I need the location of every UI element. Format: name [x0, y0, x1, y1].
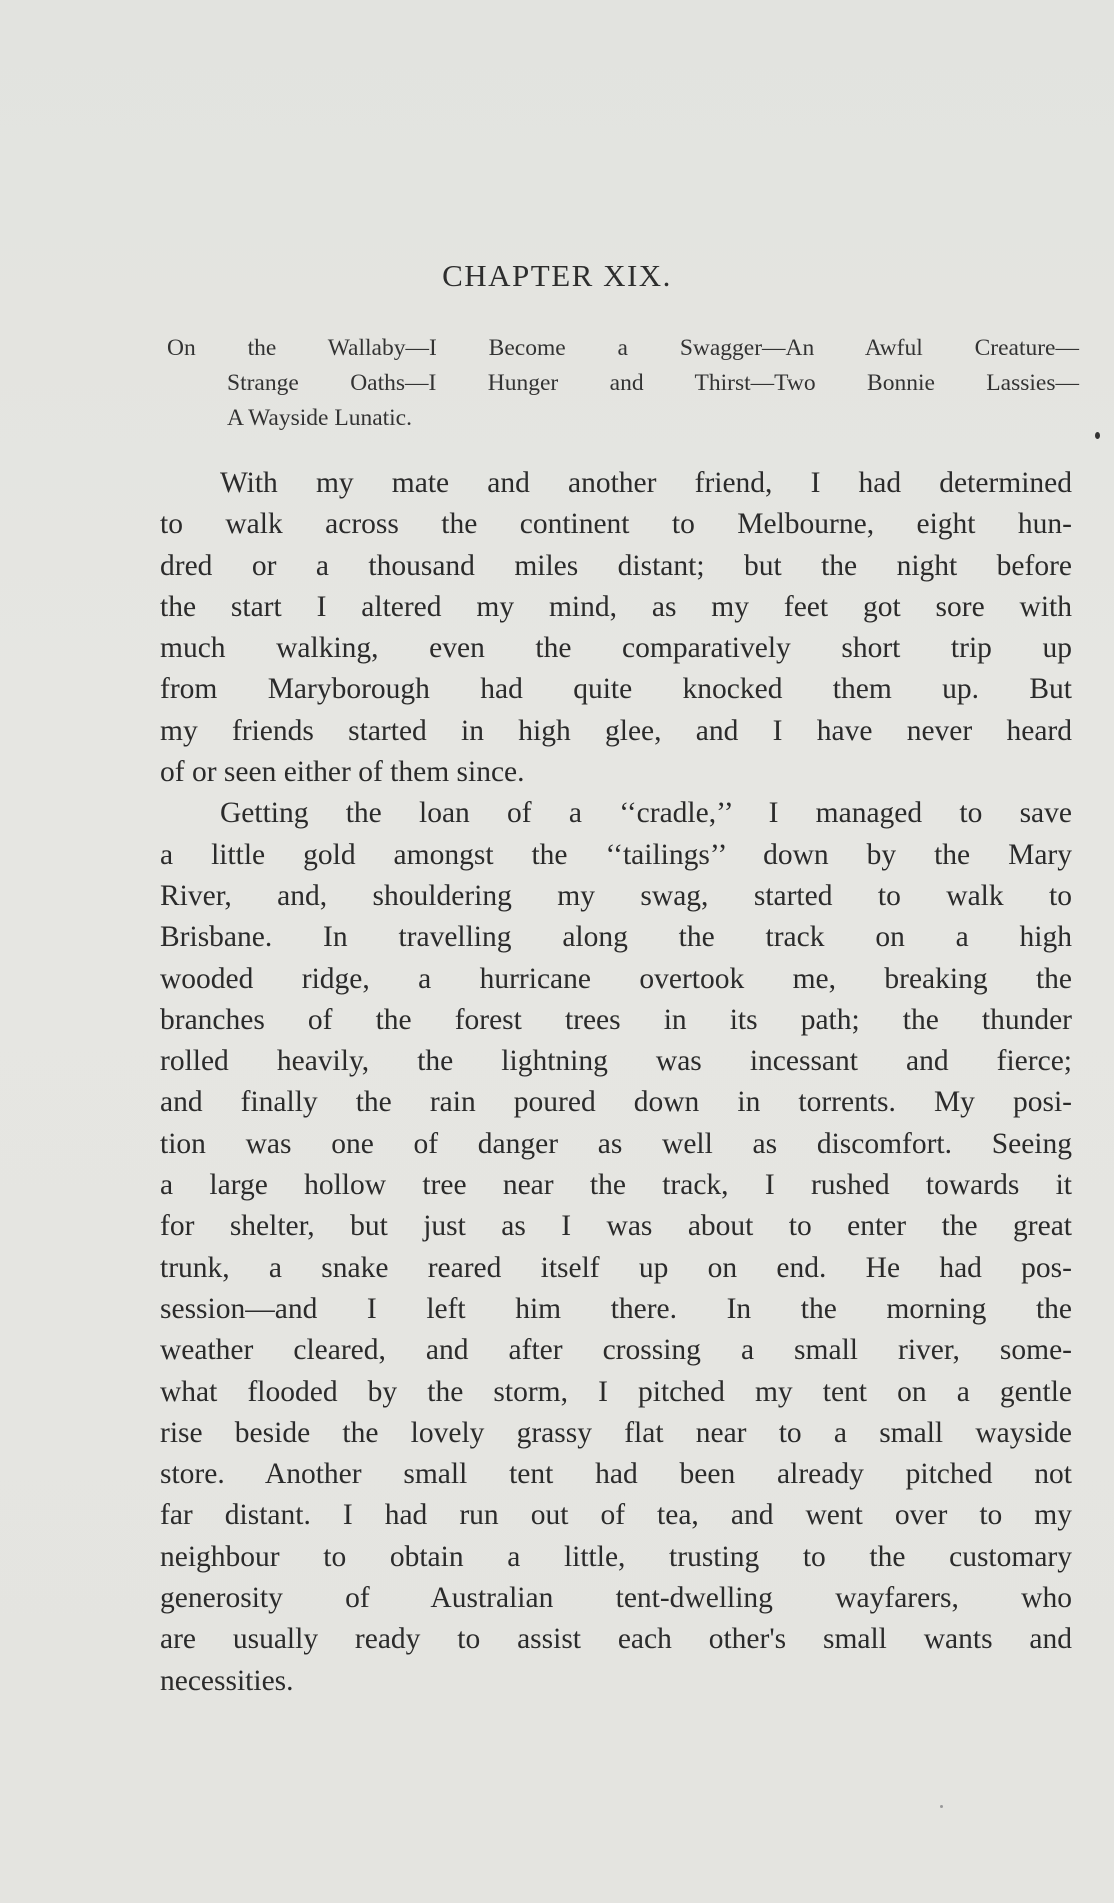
text-line: for shelter, but just as I was about to enter the great: [160, 1210, 1072, 1243]
text-line: River, and, shouldering my swag, started to walk to: [160, 879, 1072, 912]
text-line: Brisbane. In travelling along the track on a high: [160, 921, 1072, 954]
chapter-body: [160, 463, 1072, 1702]
chapter-summary: [167, 331, 1079, 436]
text-line: far distant. I had run out of tea, and went over to my: [160, 1499, 1072, 1532]
text-line: store. Another small tent had been already pitched not: [160, 1458, 1072, 1491]
ink-speck: [1095, 432, 1100, 439]
text-line: much walking, even the comparatively short trip up: [160, 632, 1072, 665]
text-line: and finally the rain poured down in torrents. My posi-: [160, 1086, 1072, 1119]
text-line: wooded ridge, a hurricane overtook me, breaking the: [160, 962, 1072, 995]
ink-speck: [940, 1805, 943, 1808]
text-line: dred or a thousand miles distant; but the night before: [160, 549, 1072, 582]
text-line: a large hollow tree near the track, I rushed towards it: [160, 1169, 1072, 1202]
text-line: necessities.: [160, 1664, 294, 1697]
chapter-title: CHAPTER XIX.: [442, 258, 672, 293]
text-line: rise beside the lovely grassy flat near to a small wayside: [160, 1416, 1072, 1449]
paragraph: [160, 793, 1072, 1702]
text-line: generosity of Australian tent-dwelling wayfarers, who: [160, 1582, 1072, 1615]
text-line: With my mate and another friend, I had determined: [220, 467, 1072, 499]
text-line: branches of the forest trees in its path; the thunder: [160, 1003, 1072, 1036]
text-line: the start I altered my mind, as my feet got sore with: [160, 590, 1072, 623]
text-line: trunk, a snake reared itself up on end. He had pos-: [160, 1251, 1072, 1284]
paragraph: [160, 463, 1072, 793]
text-line: to walk across the continent to Melbourne, eight hun-: [160, 508, 1072, 541]
text-line: a little gold amongst the ‘‘tailings’’ down by the Mary: [160, 838, 1072, 871]
text-line: session—and I left him there. In the morning the: [160, 1292, 1072, 1325]
summary-line: Strange Oaths—I Hunger and Thirst—Two Bonnie Lassies—: [227, 370, 1079, 396]
text-line: of or seen either of them since.: [160, 756, 525, 789]
text-line: from Maryborough had quite knocked them up. But: [160, 673, 1072, 706]
text-line: weather cleared, and after crossing a small river, some-: [160, 1334, 1072, 1367]
text-line: what flooded by the storm, I pitched my tent on a gentle: [160, 1375, 1072, 1408]
summary-line: A Wayside Lunatic.: [227, 405, 412, 431]
summary-line: On the Wallaby—I Become a Swagger—An Awful Creature—: [167, 335, 1079, 361]
text-line: my friends started in high glee, and I have never heard: [160, 714, 1072, 747]
text-line: rolled heavily, the lightning was incessant and fierce;: [160, 1045, 1072, 1078]
text-line: are usually ready to assist each other's small wants and: [160, 1623, 1072, 1656]
text-line: tion was one of danger as well as discomfort. Seeing: [160, 1127, 1072, 1160]
text-line: neighbour to obtain a little, trusting to the customary: [160, 1540, 1072, 1573]
text-line: Getting the loan of a ‘‘cradle,’’ I managed to save: [220, 797, 1072, 830]
